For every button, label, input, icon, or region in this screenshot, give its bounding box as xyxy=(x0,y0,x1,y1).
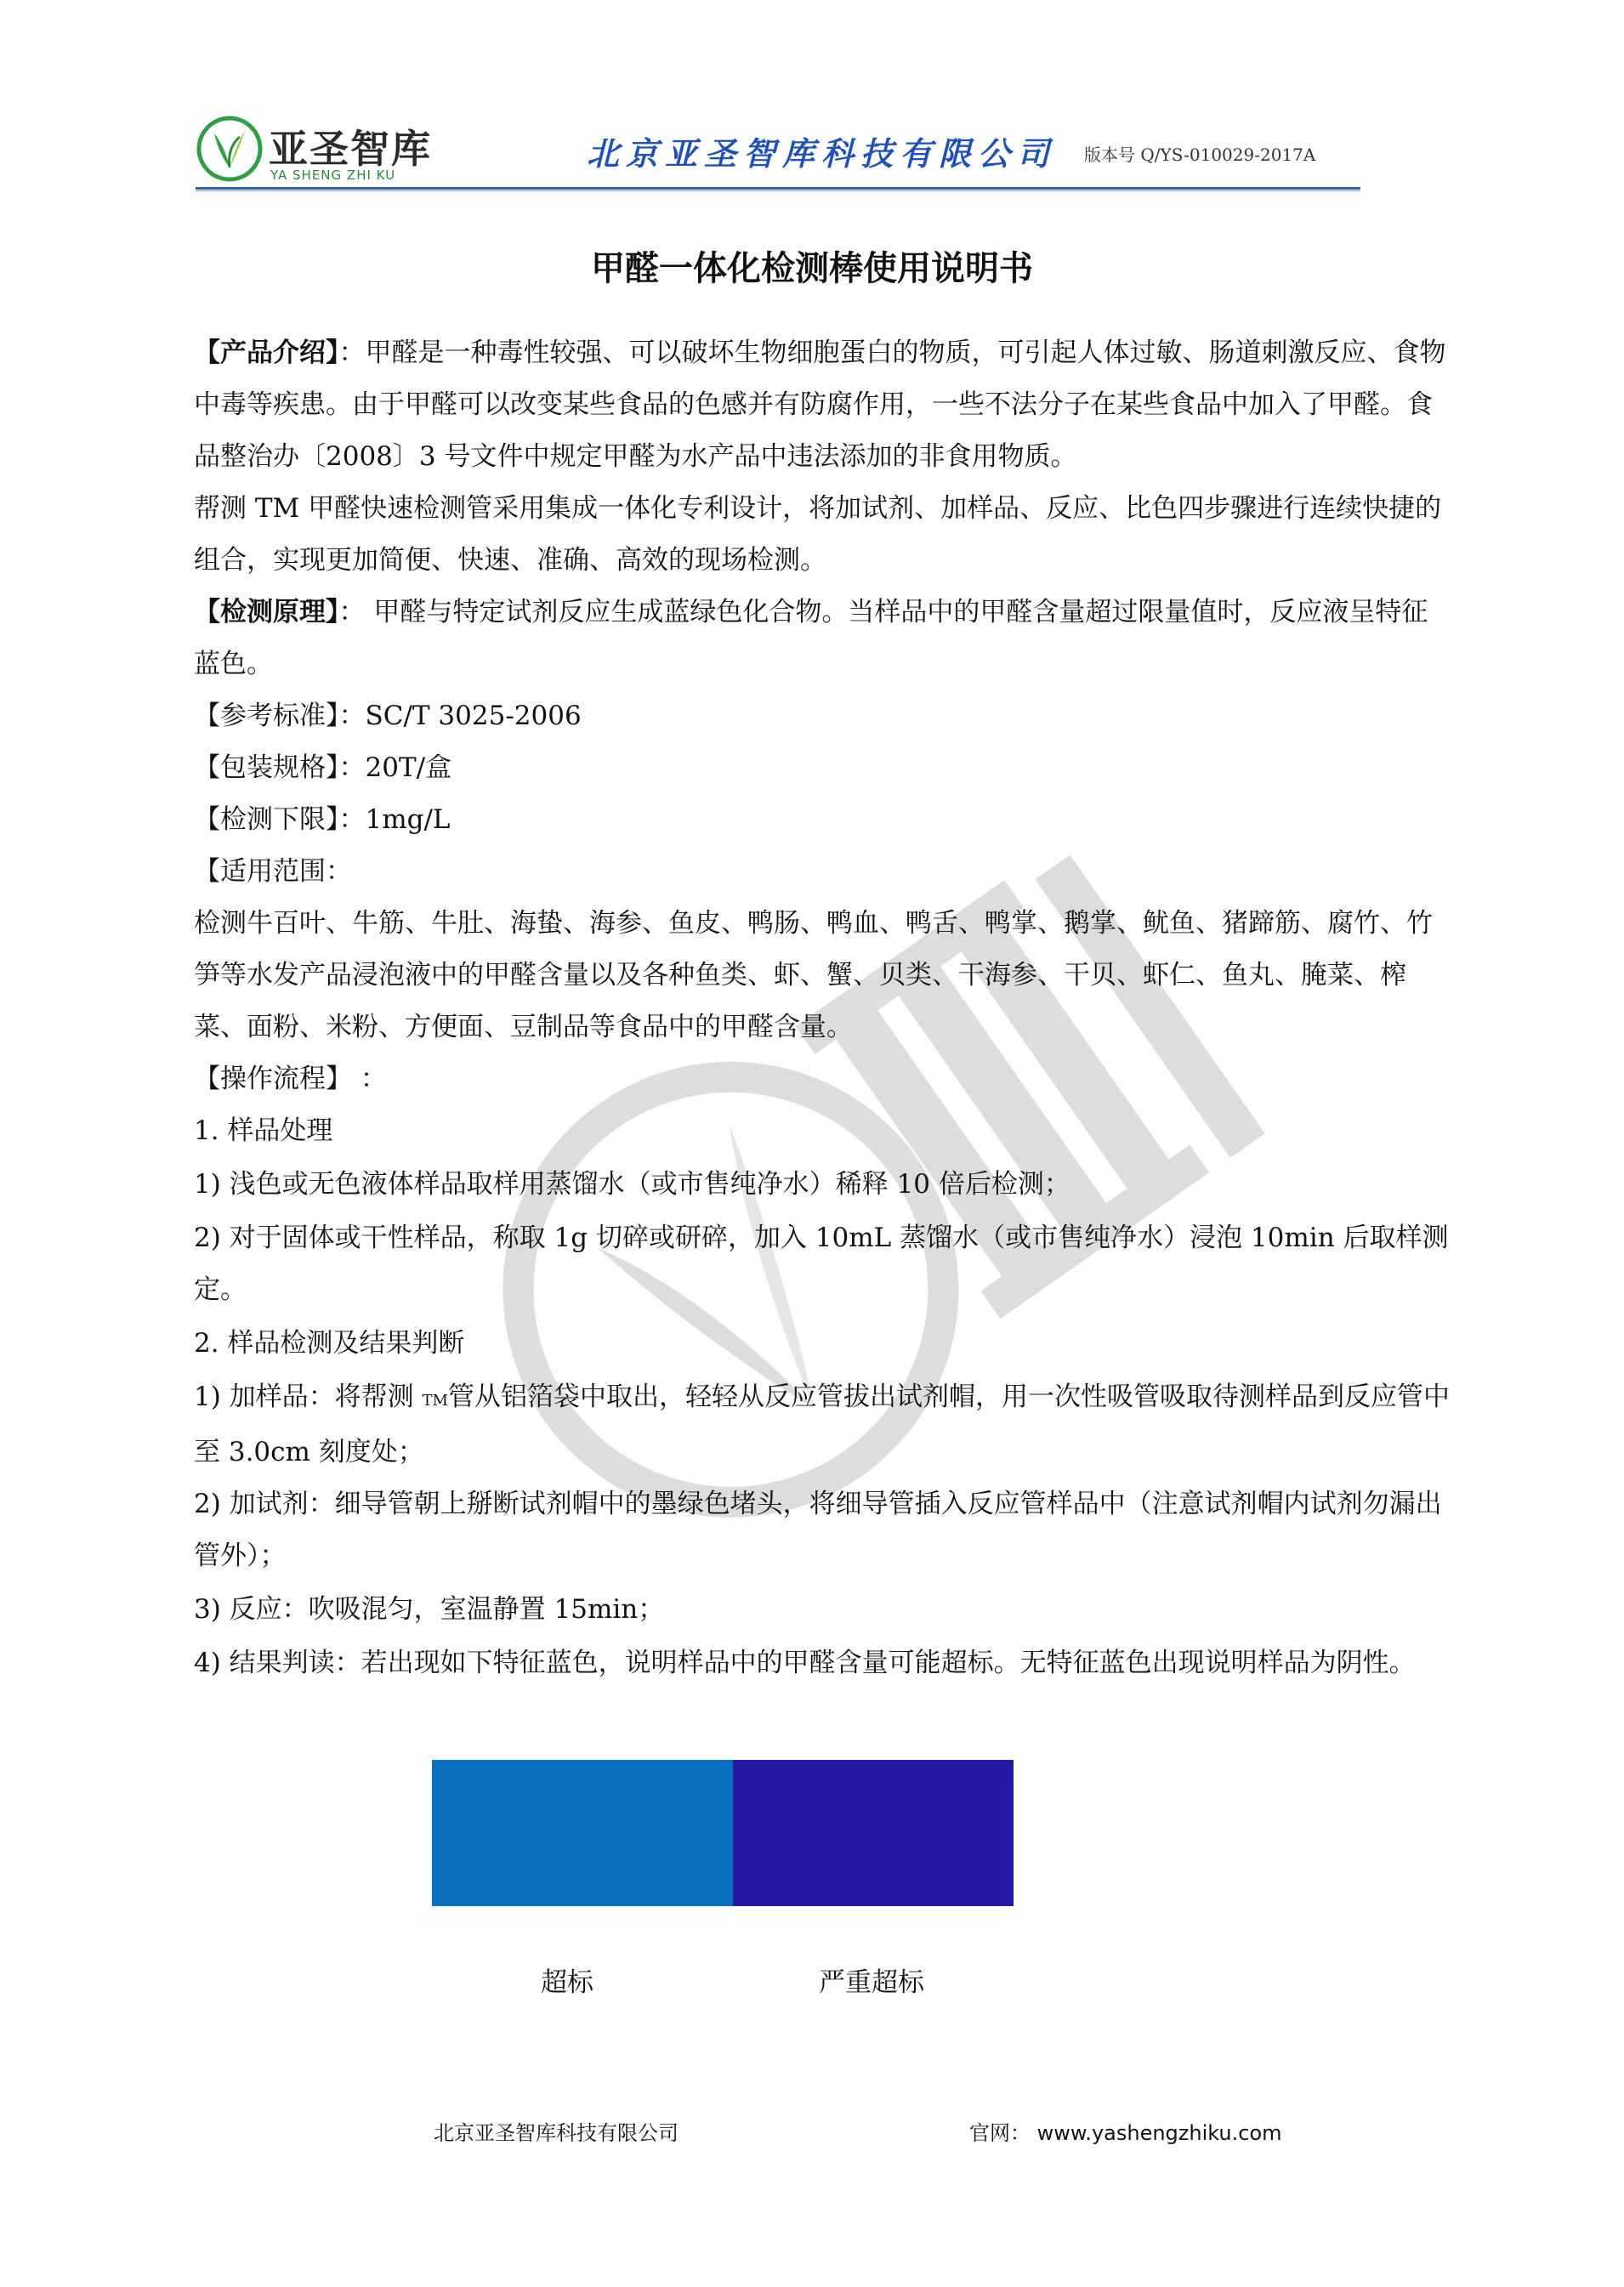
scope-label: 【适用范围： xyxy=(194,856,352,887)
severe-over-limit-label: 严重超标 xyxy=(819,1967,924,1998)
footer-company: 北京亚圣智库科技有限公司 xyxy=(434,2121,679,2145)
header-divider-thin xyxy=(196,190,1360,191)
procedure-colon: ： xyxy=(360,1064,387,1094)
s1-step-2: 2) 对于固体或干性样品，称取 1g 切碎或研碎，加入 10mL 蒸馏水（或市售纯净水）浸泡 10min 后取样测定。 xyxy=(194,1223,1449,1305)
page-header xyxy=(196,102,1360,191)
version-number: 版本号 Q/YS-010029-2017A xyxy=(1084,145,1316,165)
principle-label: 【检测原理】 xyxy=(194,597,339,627)
section-2-heading: 2. 样品检测及结果判断 xyxy=(194,1328,465,1359)
logo-english-name: YA SHENG ZHI KU xyxy=(270,167,396,183)
scope-text: 检测牛百叶、牛筋、牛肚、海蛰、海参、鱼皮、鸭肠、鸭血、鸭舌、鸭掌、鹅掌、鱿鱼、猪蹄筋、腐竹、竹笋等水发产品浸泡液中的甲醛含量以及各种鱼类、虾、蟹、贝类、干海参、干贝、虾仁、鱼丸、腌菜、榨菜、面粉、米粉、方便面、豆制品等食品中的甲醛含量。 xyxy=(194,908,1433,1042)
header-divider xyxy=(196,187,1360,190)
company-logo xyxy=(196,115,451,184)
trademark-mark: TM xyxy=(422,1392,448,1410)
s2-step-1 xyxy=(194,1371,1451,1478)
package-line xyxy=(194,742,1451,794)
s2-step-2: 2) 加试剂：细导管朝上掰断试剂帽中的墨绿色堵头，将细导管插入反应管样品中（注意试剂帽内试剂勿漏出管外）； xyxy=(194,1489,1442,1571)
limit-line xyxy=(194,794,1451,846)
principle-text: ： 甲醛与特定试剂反应生成蓝绿色化合物。当样品中的甲醛含量超过限量值时，反应液呈特征蓝色。 xyxy=(194,597,1428,679)
standard-value: ：SC/T 3025-2006 xyxy=(338,701,582,731)
intro-label: 【产品介绍】 xyxy=(194,338,339,368)
footer-website: 官网： www.yashengzhiku.com xyxy=(969,2121,1282,2145)
package-value: ：20T/盒 xyxy=(338,752,452,783)
s2-step-4: 4) 结果判读：若出现如下特征蓝色，说明样品中的甲醛含量可能超标。无特征蓝色出现说明样品为阴性。 xyxy=(194,1648,1416,1678)
over-limit-label: 超标 xyxy=(541,1967,593,1998)
s1-step-1: 1) 浅色或无色液体样品取样用蒸馏水（或市售纯净水）稀释 10 倍后检测； xyxy=(194,1169,1070,1200)
s2-step-3: 3) 反应：吹吸混匀，室温静置 15min； xyxy=(194,1594,665,1625)
standard-label: 【参考标准】 xyxy=(194,701,339,731)
principle-paragraph xyxy=(194,587,1451,690)
package-label: 【包装规格】 xyxy=(194,752,339,783)
s2-step-1-text-b: 管从铝箔袋中取出，轻轻从反应管拔出试剂帽，用一次性吸管吸取待测样品到反应管中至 3.0cm 刻度处； xyxy=(194,1382,1450,1467)
limit-label: 【检测下限】 xyxy=(194,804,339,835)
header-company-name: 北京亚圣智库科技有限公司 xyxy=(587,135,1057,173)
leaf-logo-icon xyxy=(196,115,264,183)
severe-over-limit-color-swatch xyxy=(733,1760,1014,1906)
section-1-heading: 1. 样品处理 xyxy=(194,1115,333,1146)
s2-step-1-text-a: 1) 加样品：将帮测 xyxy=(194,1382,423,1412)
intro-text: ：甲醛是一种毒性较强、可以破坏生物细胞蛋白的物质，可引起人体过敏、肠道刺激反应、食物中毒等疾患。由于甲醛可以改变某些食品的色感并有防腐作用，一些不法分子在某些食品中加入了甲醛。食品整治办〔2008〕3 号文件中规定甲醛为水产品中违法添加的非食用物质。 xyxy=(194,338,1446,472)
intro-paragraph xyxy=(194,327,1451,483)
standard-line xyxy=(194,690,1451,742)
procedure-heading xyxy=(194,1053,1451,1105)
limit-value: ：1mg/L xyxy=(338,804,451,835)
document-body xyxy=(194,327,1451,1689)
document-title: 甲醛一体化检测棒使用说明书 xyxy=(591,249,1033,288)
logo-chinese-name: 亚圣智库 xyxy=(269,126,432,172)
intro-paragraph-2: 帮测 TM 甲醛快速检测管采用集成一体化专利设计，将加试剂、加样品、反应、比色四步骤进行连续快捷的组合，实现更加简便、快速、准确、高效的现场检测。 xyxy=(194,493,1442,576)
procedure-label: 【操作流程】 xyxy=(194,1064,352,1094)
over-limit-color-swatch xyxy=(432,1760,733,1906)
